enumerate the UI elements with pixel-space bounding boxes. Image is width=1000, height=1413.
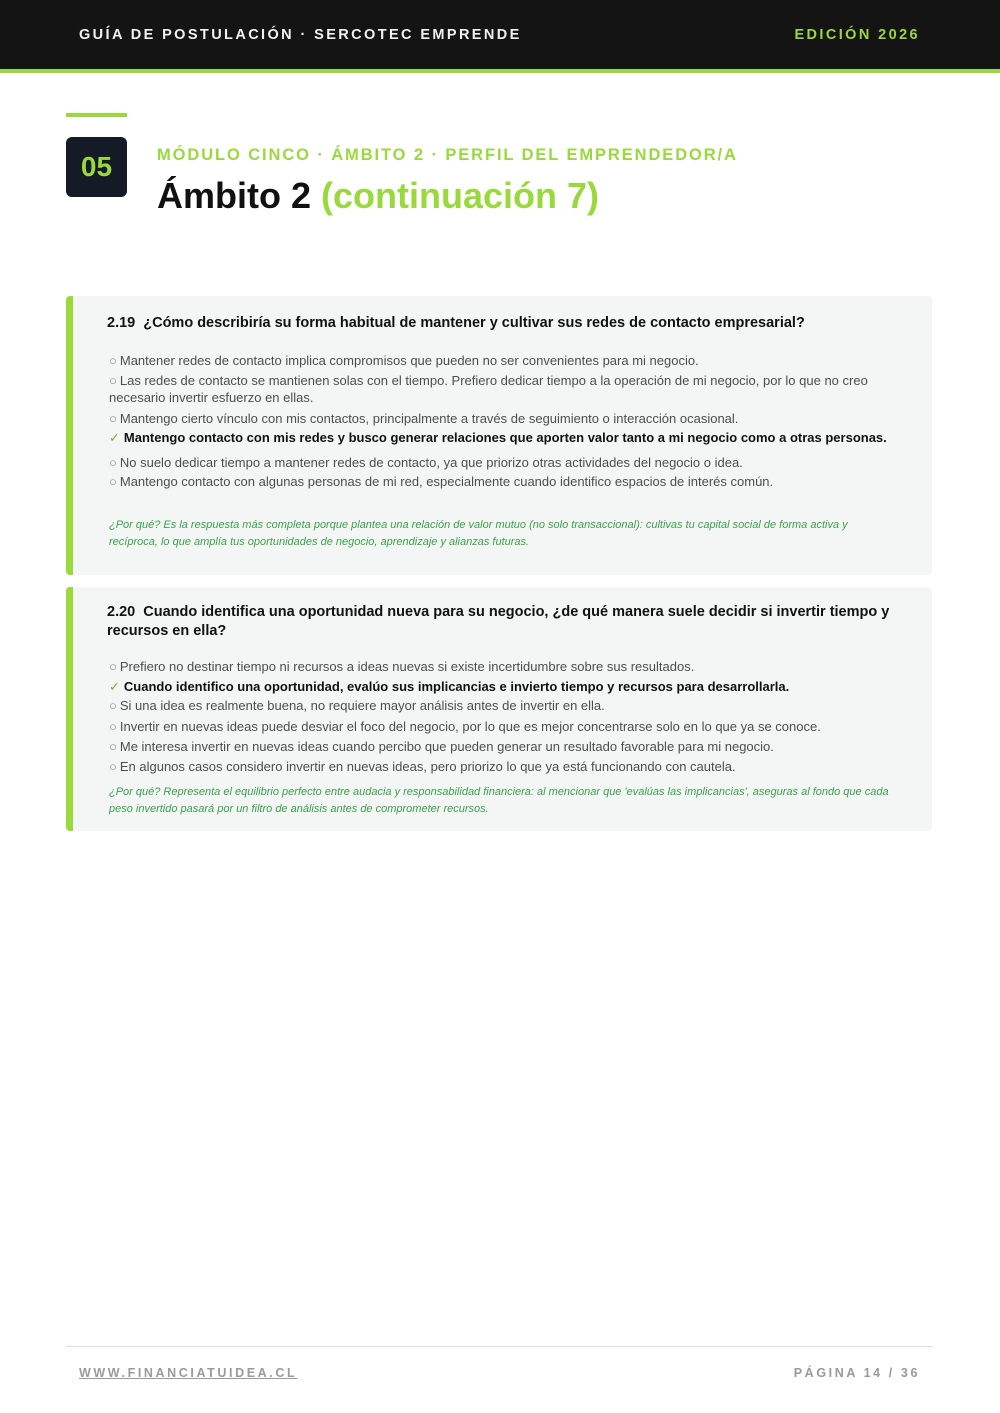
- answer-option: [109, 658, 899, 675]
- option-text: Mantengo contacto con algunas personas de mi red, especialmente cuando identifico espacios de interés común.: [119, 474, 774, 489]
- question-title: [107, 314, 907, 333]
- edition-label: EDICIÓN 2026: [794, 27, 920, 43]
- option-text: En algunos casos considero invertir en nuevas ideas, pero priorizo lo que ya está funcionando con cautela.: [119, 759, 736, 774]
- answer-option: [109, 454, 899, 471]
- guide-title: GUÍA DE POSTULACIÓN · SERCOTEC EMPRENDE: [79, 27, 522, 43]
- page-number: PÁGINA 14 / 36: [793, 1366, 920, 1380]
- website-link[interactable]: WWW.FINANCIATUIDEA.CL: [79, 1366, 298, 1380]
- question-card-2-20: [66, 587, 932, 831]
- answer-option: [109, 697, 899, 714]
- title-accent: (continuación 7): [321, 175, 600, 216]
- option-text: Las redes de contacto se mantienen solas con el tiempo. Prefiero dedicar tiempo a la operación de mi negocio, por lo que no creo necesario invertir esfuerzo en ellas.: [109, 373, 868, 405]
- circle-bullet-icon: ○: [109, 411, 117, 426]
- answer-option: [109, 718, 899, 735]
- option-text: Invertir en nuevas ideas puede desviar el foco del negocio, por lo que es mejor concentrarse solo en lo que ya se conoce.: [119, 719, 821, 734]
- option-text: No suelo dedicar tiempo a mantener redes de contacto, ya que priorizo otras actividades del negocio o idea.: [119, 455, 743, 470]
- correct-answer-option: [109, 429, 899, 446]
- answer-option: [109, 758, 899, 775]
- option-text: Prefiero no destinar tiempo ni recursos a ideas nuevas si existe incertidumbre sobre sus resultados.: [119, 659, 695, 674]
- question-text: Cuando identifica una oportunidad nueva para su negocio, ¿de qué manera suele decidir si invertir tiempo y recursos en ella?: [107, 604, 890, 639]
- answer-option: [109, 473, 899, 490]
- accent-divider: [66, 113, 127, 117]
- circle-bullet-icon: ○: [109, 698, 117, 713]
- answer-explanation: ¿Por qué? Representa el equilibrio perfecto entre audacia y responsabilidad financiera: al mencionar que 'evalúas las implicancias', aseguras al fondo que cada peso invertido pasará por un filtro de análisis antes de comprometer recursos.: [109, 786, 889, 815]
- circle-bullet-icon: ○: [109, 474, 117, 489]
- circle-bullet-icon: ○: [109, 455, 117, 470]
- question-title: [107, 603, 907, 641]
- circle-bullet-icon: ○: [109, 353, 117, 368]
- footer-divider: [66, 1346, 932, 1347]
- title-main: Ámbito 2: [157, 175, 312, 216]
- option-text: Mantengo cierto vínculo con mis contactos, principalmente a través de seguimiento o interacción ocasional.: [119, 411, 739, 426]
- option-text: Si una idea es realmente buena, no requiere mayor análisis antes de invertir en ella.: [119, 698, 605, 713]
- checkmark-icon: ✓: [109, 679, 120, 694]
- answer-explanation: ¿Por qué? Es la respuesta más completa porque plantea una relación de valor mutuo (no solo transaccional): cultivas tu capital social de forma activa y recíproca, lo que amplía tus oportunidades de negocio, aprendizaje y alianzas futuras.: [109, 519, 848, 548]
- question-number: 2.19: [107, 315, 136, 331]
- module-number-badge: 05: [66, 137, 127, 197]
- circle-bullet-icon: ○: [109, 659, 117, 674]
- option-text: Mantengo contacto con mis redes y busco generar relaciones que aporten valor tanto a mi negocio como a otras personas.: [123, 430, 887, 445]
- circle-bullet-icon: ○: [109, 739, 117, 754]
- option-text: Me interesa invertir en nuevas ideas cuando percibo que pueden generar un resultado favorable para mi negocio.: [119, 739, 774, 754]
- question-card-2-19: [66, 296, 932, 575]
- section-kicker: MÓDULO CINCO · ÁMBITO 2 · PERFIL DEL EMPRENDEDOR/A: [157, 146, 738, 164]
- circle-bullet-icon: ○: [109, 759, 117, 774]
- answer-option: [109, 372, 899, 406]
- answer-option: [109, 738, 899, 755]
- correct-answer-option: [109, 678, 899, 695]
- answer-option: [109, 352, 899, 369]
- option-text: Mantener redes de contacto implica compromisos que pueden no ser convenientes para mi negocio.: [119, 353, 699, 368]
- circle-bullet-icon: ○: [109, 373, 117, 388]
- page-title: [157, 175, 599, 217]
- checkmark-icon: ✓: [109, 430, 120, 445]
- circle-bullet-icon: ○: [109, 719, 117, 734]
- top-header-bar: [0, 0, 1000, 73]
- question-text: ¿Cómo describiría su forma habitual de mantener y cultivar sus redes de contacto empresarial?: [143, 315, 805, 331]
- option-text: Cuando identifico una oportunidad, evalúo sus implicancias e invierto tiempo y recursos para desarrollarla.: [123, 679, 790, 694]
- question-number: 2.20: [107, 604, 136, 620]
- answer-option: [109, 410, 899, 427]
